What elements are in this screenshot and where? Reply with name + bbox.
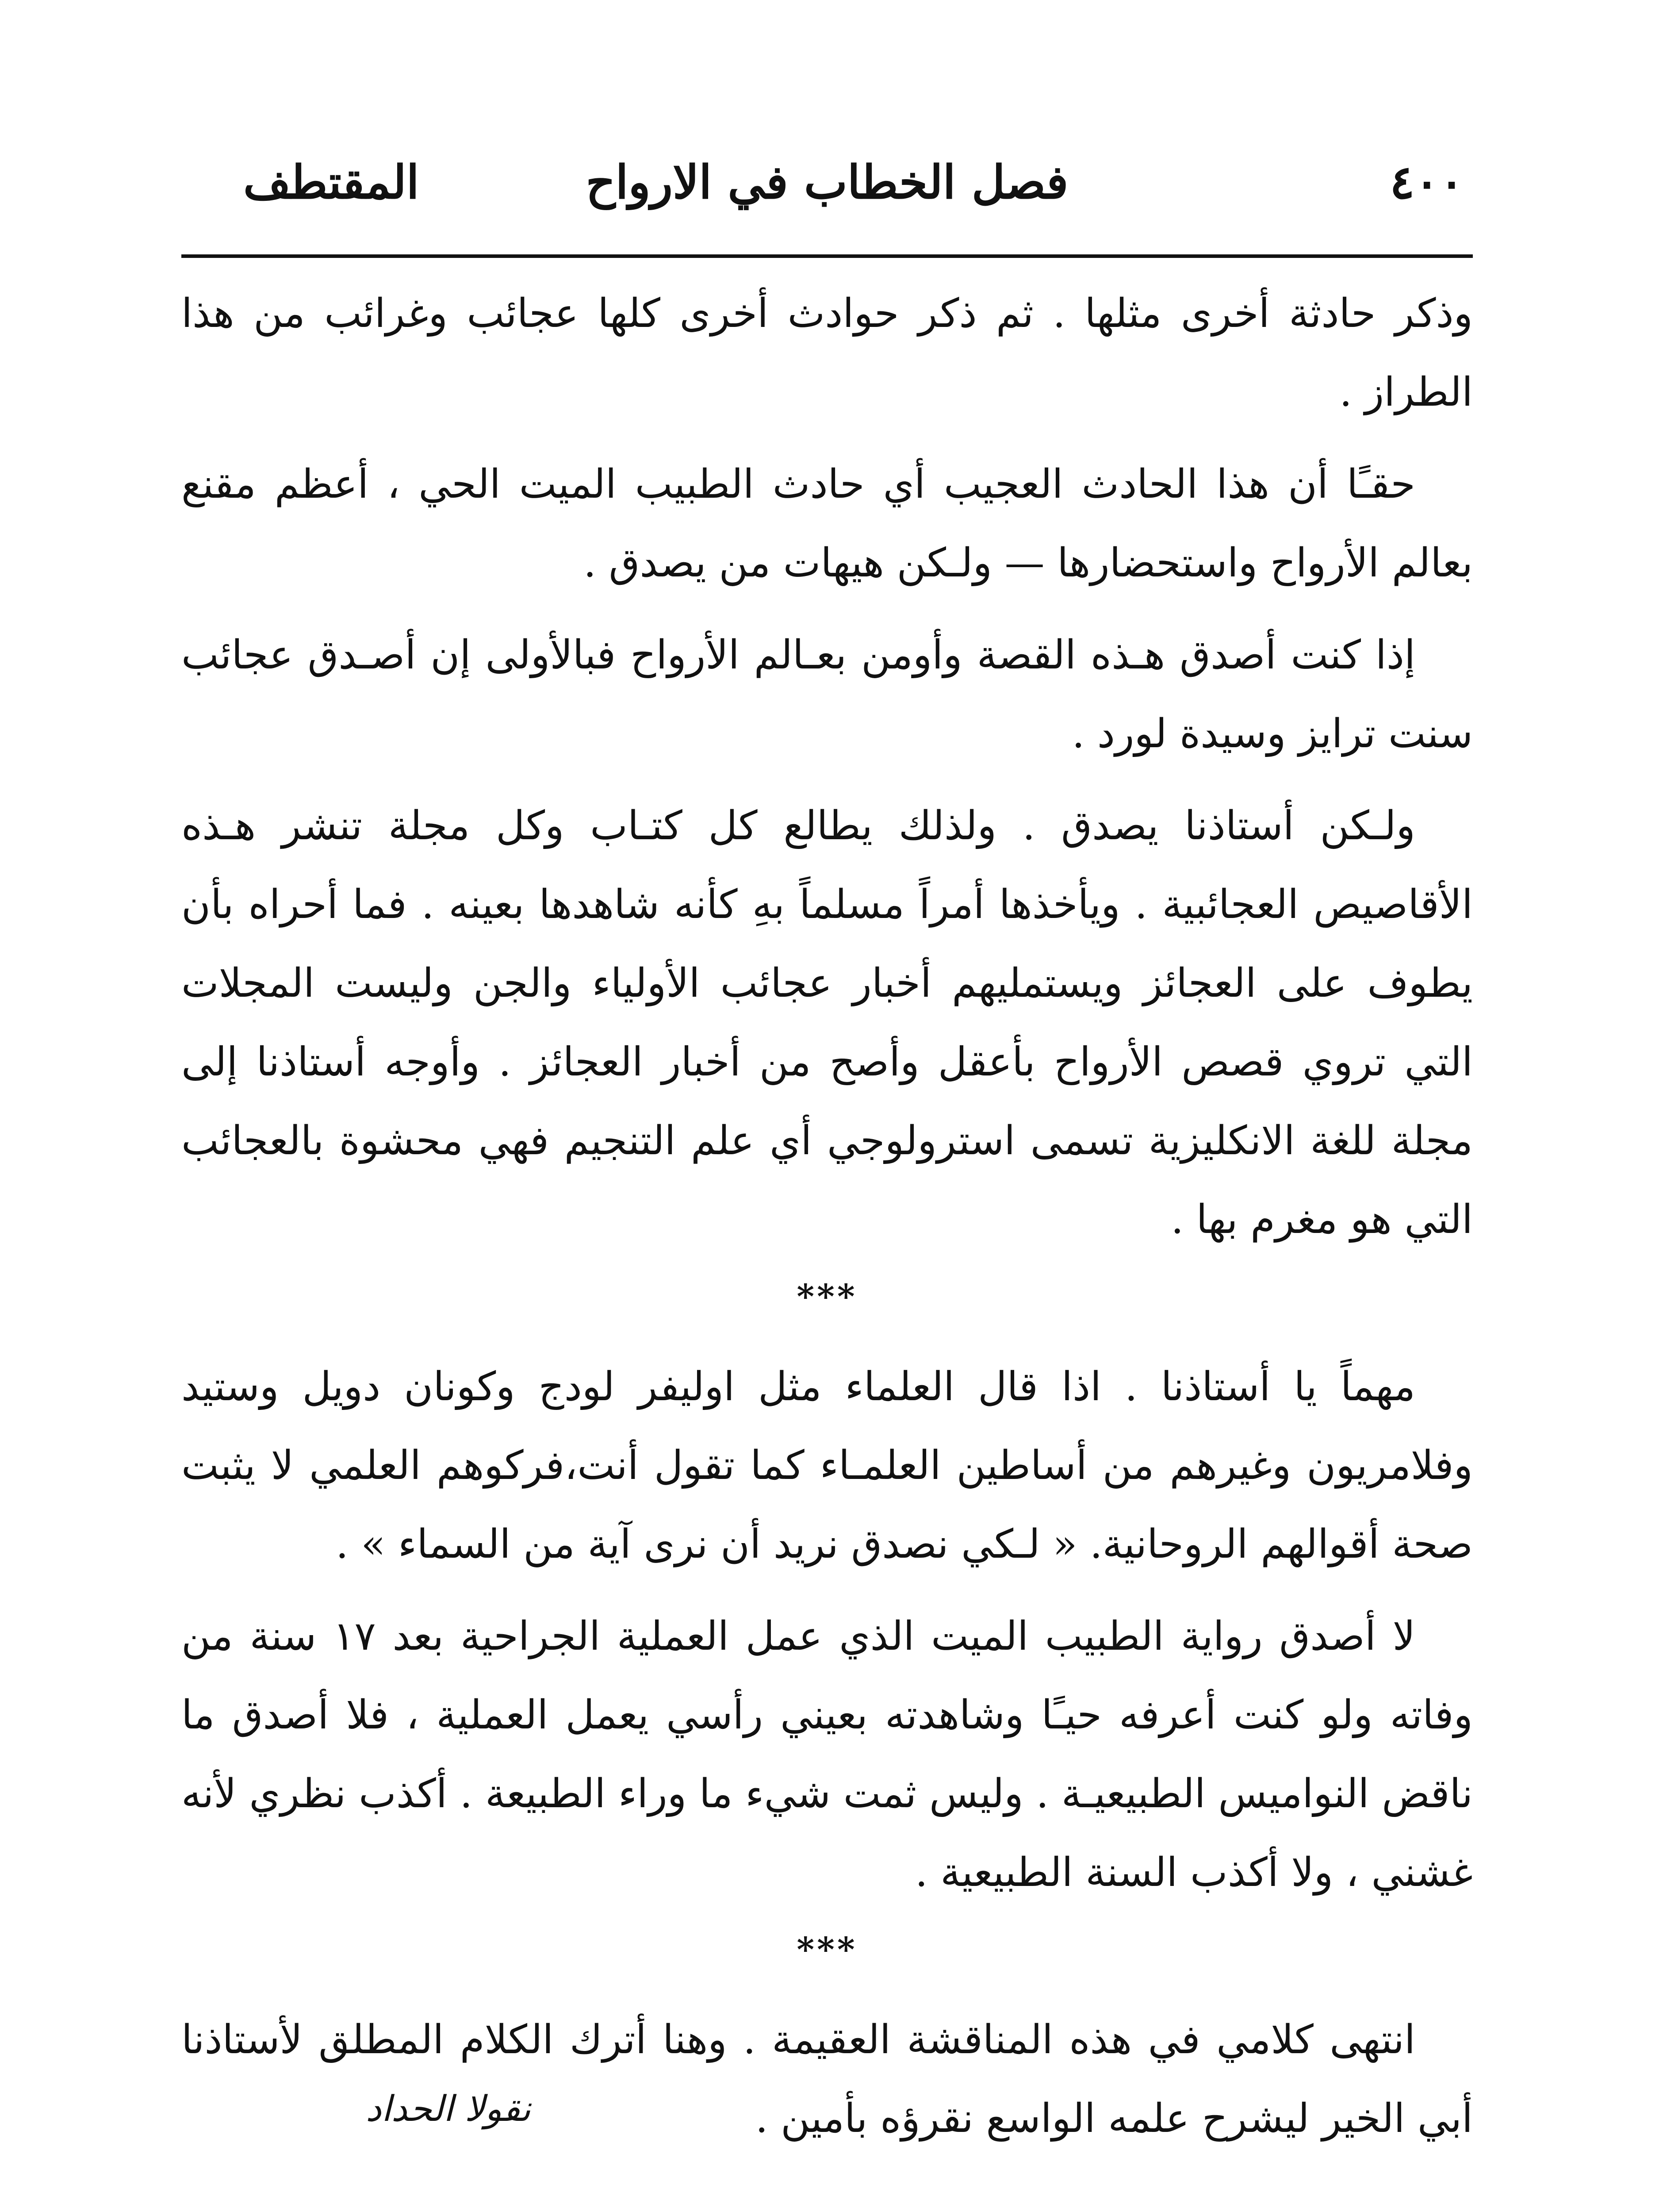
paragraph: وذكر حادثة أخرى مثلها . ثم ذكر حوادث أخرى كلها عجائب وغرائب من هذا الطراز .	[181, 290, 1473, 415]
paragraph: انتهى كلامي في هذه المناقشة العقيمة . وهنا أترك الكلام المطلق لأستاذنا أبي الخير ليشرح علمه الواسع نقرؤه بأمين .	[181, 2016, 1473, 2142]
header-rule	[181, 254, 1473, 258]
paragraph: إذا كنت أصدق هـذه القصة وأومن بعـالم الأرواح فبالأولى إن أصـدق عجائب سنت ترايز وسيدة لورد .	[181, 632, 1473, 757]
running-title: فصل الخطاب في الارواح	[586, 155, 1069, 209]
paragraph: مهماً يا أستاذنا . اذا قال العلماء مثل اوليفر لودج وكونان دويل وستيد وفلامريون وغيرهم من أساطين العلمـاء كما تقول أنت،فركوهم العلمي لا يثبت صحة أقوالهم الروحانية. « لـكي نصدق نريد أن نرى آية من السماء » .	[181, 1363, 1473, 1567]
page-number: ٤٠٠	[1390, 155, 1464, 209]
paragraph: لا أصدق رواية الطبيب الميت الذي عمل العملية الجراحية بعد ١٧ سنة من وفاته ولو كنت أعرفه حيـًا وشاهدته بعيني رأسي يعمل العملية ، فلا أصدق ما ناقض النواميس الطبيعيـة . وليس ثمت شيء ما وراء الطبيعة . أكذب نظري لأنه غشني ، ولا أكذب السنة الطبيعية .	[181, 1613, 1473, 1896]
article-body	[181, 274, 1473, 2171]
running-header	[190, 146, 1464, 234]
paragraph: حقـًا أن هذا الحادث العجيب أي حادث الطبيب الميت الحي ، أعظم مقنع بعالم الأرواح واستحضارها — ولـكن هيهات من يصدق .	[181, 461, 1473, 586]
section-separator: ***	[797, 1277, 858, 1316]
paragraph: ولـكن أستاذنا يصدق . ولذلك يطالع كل كتـاب وكل مجلة تنشر هـذه الأقاصيص العجائبية . ويأخذها أمراً مسلماً بهِ كأنه شاهدها بعينه . فما أحراه بأن يطوف على العجائز ويستمليهم أخبار عجائب الأولياء والجن وليست المجلات التي تروي قصص الأرواح بأعقل وأصح من أخبار العجائز . وأوجه أستاذنا إلى مجلة للغة الانكليزية تسمى استرولوجي أي علم التنجيم فهي محشوة بالعجائب التي هو مغرم بها .	[181, 803, 1473, 1243]
author-signature: نقولا الحداد	[365, 2088, 531, 2129]
section-separator: ***	[797, 1930, 858, 1969]
journal-name: المقتطف	[243, 155, 419, 209]
